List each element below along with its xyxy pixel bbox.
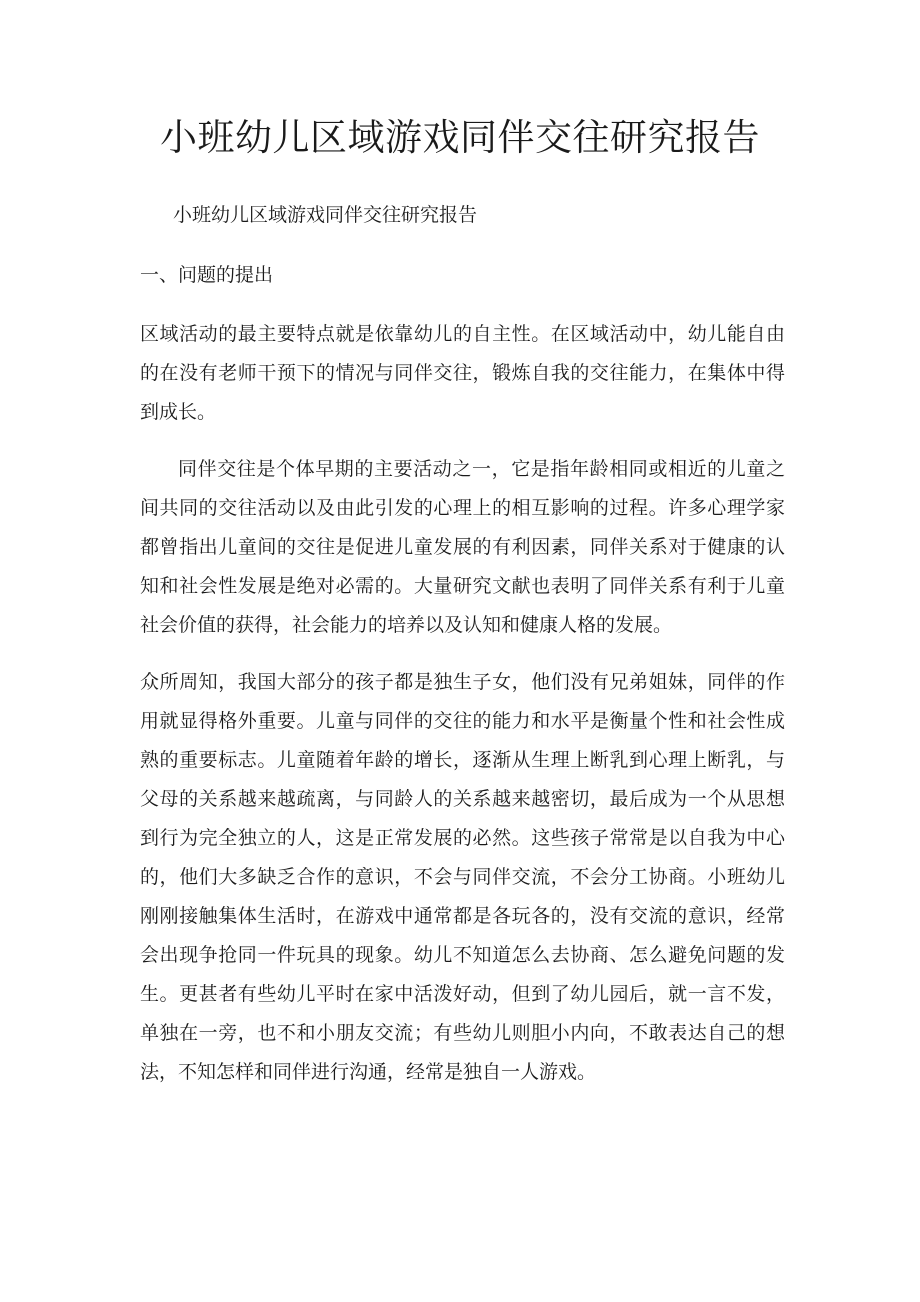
paragraph-2: 同伴交往是个体早期的主要活动之一，它是指年龄相同或相近的儿童之间共同的交往活动以及由此引发的心理上的相互影响的过程。许多心理学家都曾指出儿童间的交往是促进儿童发展的有利因素，同伴关系对于健康的认知和社会性发展是绝对必需的。大量研究文献也表明了同伴关系有利于儿童社会价值的获得，社会能力的培养以及认知和健康人格的发展。 (140, 458, 785, 636)
paragraph-3: 众所周知，我国大部分的孩子都是独生子女，他们没有兄弟姐妹，同伴的作用就显得格外重要。儿童与同伴的交往的能力和水平是衡量个性和社会性成熟的重要标志。儿童随着年龄的增长，逐渐从生理上断乳到心理上断乳，与父母的关系越来越疏离，与同龄人的关系越来越密切，最后成为一个从思想到行为完全独立的人，这是正常发展的必然。这些孩子常常是以自我为中心的，他们大多缺乏合作的意识，不会与同伴交流，不会分工协商。小班幼儿刚刚接触集体生活时，在游戏中通常都是各玩各的，没有交流的意识，经常会出现争抢同一件玩具的现象。幼儿不知道怎么去协商、怎么避免问题的发生。更甚者有些幼儿平时在家中活泼好动，但到了幼儿园后，就一言不发，单独在一旁，也不和小朋友交流；有些幼儿则胆小内向，不敢表达自己的想法，不知怎样和同伴进行沟通，经常是独自一人游戏。 (140, 671, 785, 1083)
document-subtitle: 小班幼儿区域游戏同伴交往研究报告 (173, 204, 478, 226)
paragraph-1: 区域活动的最主要特点就是依靠幼儿的自主性。在区域活动中，幼儿能自由的在没有老师干预下的情况与同伴交往，锻炼自我的交往能力，在集体中得到成长。 (140, 323, 785, 423)
document-title: 小班幼儿区域游戏同伴交往研究报告 (160, 116, 760, 159)
document-body (140, 196, 785, 1110)
section-heading: 一、问题的提出 (140, 264, 274, 286)
